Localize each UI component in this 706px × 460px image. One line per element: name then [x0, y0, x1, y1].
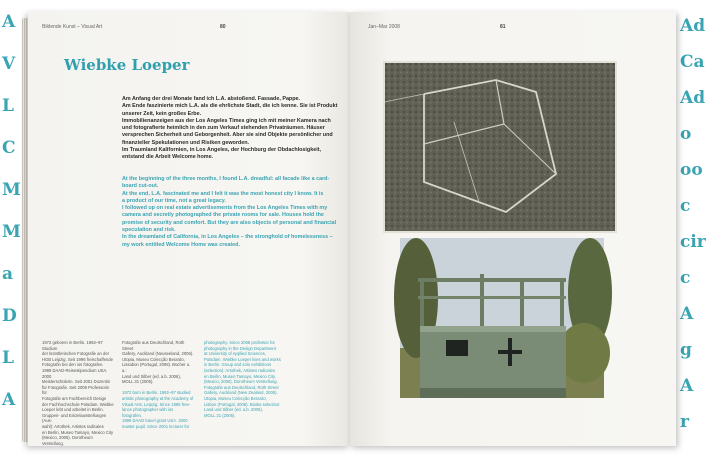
bio-line: MOLL 31 (2005).	[204, 412, 236, 418]
background-letter: Ad	[680, 88, 706, 108]
aerial-landscape-photo	[384, 62, 616, 232]
bio-column-3	[204, 340, 284, 418]
running-header-right: Jan–Mar 2008	[368, 24, 400, 30]
background-letter: L	[2, 96, 14, 116]
bio-line: photography in the Design Department	[204, 345, 276, 351]
bio-line: (Mexico, 2006). Dorotheum Verstellung.	[42, 435, 93, 446]
running-header-left: Bildende Kunst – Visual Art	[42, 24, 103, 30]
bio-line: Gallery, Auckland (Neuseeland, 2006).	[122, 351, 194, 357]
bio-line: lance photographer with ios fotografen.	[122, 407, 174, 418]
background-letter: D	[2, 306, 17, 326]
background-letter: a	[2, 264, 14, 284]
bio-line: Gallery, Auckland (New Zealand, 2006).	[204, 390, 278, 396]
bio-line: in Berlin. Group and solo exhibitions	[204, 362, 272, 368]
background-letter: A	[680, 376, 694, 396]
background-letter: cir	[680, 232, 706, 252]
background-letter: M	[2, 180, 21, 200]
aerial-photo-drawing	[384, 62, 616, 232]
bio-line: der Fachhochschule Potsdam. Wiebke	[42, 401, 114, 407]
bio-line: Fotografin bei den ios fotografen.	[42, 362, 104, 368]
bio-line: photography. Since 2008 professor for	[204, 340, 275, 345]
building-photo	[400, 238, 604, 398]
page-number-left: 80	[220, 24, 226, 30]
bio-line: Fotografie aus Deutschland, Roth Street	[122, 340, 185, 351]
german-line: und fotografierte heimlich in den zum Verkauf stehenden Privaträumen. Häuser	[122, 125, 325, 132]
german-line: versprechen Sicherheit und Geborgenheit. Aber sie sind Objekte persönlicher und	[122, 132, 333, 139]
background-letter: A	[680, 304, 694, 324]
bio-line: Land und Silber (ed. a.b. 2006),	[122, 373, 181, 379]
bio-line: für Fotografie. Seit 2008 Professorin für	[42, 384, 110, 396]
german-line: Am Ende faszinierte mich L.A. als die ehrlichste Stadt, die ich kenne. Sie ist Produkt	[122, 103, 338, 110]
artist-name-title: Wiebke Loeper	[64, 56, 190, 74]
background-letter: c	[680, 196, 691, 216]
background-letter: A	[2, 12, 16, 32]
bio-line: Visual Arts, Leipzig. Since 1996 free-	[122, 401, 191, 407]
german-line: entstand die Arbeit Welcome home.	[122, 154, 214, 161]
bio-line: Fotografie aus Deutschland, Roth Street	[204, 384, 279, 390]
bio-line: master pupil. Since 2001 lecturer for	[122, 423, 190, 429]
bio-column-2	[122, 340, 194, 430]
background-letter: V	[2, 54, 16, 74]
english-line: speculation and risk.	[122, 227, 176, 234]
bio-line: artistic photography at the Academy of	[122, 395, 194, 401]
english-line: board cut-out.	[122, 183, 159, 190]
english-line: camera and secretly photographed the private rooms for sale. Houses hold the	[122, 212, 324, 219]
background-letter: M	[2, 222, 21, 242]
bio-line: (selection): Artothek, Artistes radicales	[204, 367, 275, 373]
background-letter: g	[680, 340, 692, 360]
background-letter: C	[2, 138, 16, 158]
bio-line: Gruppen- und Einzelausstellungen (Aus-	[42, 412, 107, 424]
background-letter: Ca	[680, 52, 705, 72]
bio-line: at University of Applied Sciences,	[204, 351, 266, 357]
background-letter: Ad	[680, 16, 706, 36]
page-number-right: 81	[500, 24, 506, 30]
bio-line: Lisbon (Portugal, 2008). Books selection:	[204, 401, 281, 407]
english-line: my work entitled Welcome Home was created.	[122, 241, 240, 248]
left-page	[28, 12, 350, 446]
bio-line: Lissabon (Portugal, 2008). Bücher u. a.:	[122, 362, 191, 373]
english-text-block	[122, 176, 344, 249]
background-letter: o	[680, 124, 692, 144]
background-letter: L	[2, 348, 14, 368]
bio-line: Land und Silber (ed. a.b. 2006),	[204, 407, 263, 413]
english-line: In the dreamland of California, in Los Angeles – the stronghold of homelessness –	[122, 234, 333, 241]
bio-column-1	[42, 340, 114, 446]
background-letter: A	[2, 390, 16, 410]
background-letter: oo	[680, 160, 703, 180]
bio-line: Potsdam. Wiebke Loeper lives and works	[204, 356, 281, 362]
english-line: I followed up on real estate advertisements from the Los Angeles Times with my	[122, 205, 328, 212]
bio-line: MOLL 31 (2005).	[122, 379, 154, 385]
bio-line: Fotografie am Fachbereich Design	[42, 395, 107, 401]
bio-line: der künstlerischen Fotografie an der	[42, 351, 110, 357]
bio-line: Utopia, Museu Colecção Berardo,	[122, 356, 185, 362]
bio-line: HGB Leipzig. Seit 1996 freischaffende	[42, 356, 113, 362]
english-line: At the end, L.A. fascinated me and I felt it was the most honest city I know. It is	[122, 190, 324, 197]
bio-line: Meisterschülerin. Seit 2001 Dozentin	[42, 379, 111, 385]
bio-line: Loeper lebt und arbeitet in Berlin.	[42, 407, 104, 413]
bio-line: en Berlin, Museo Tamayo, Mexico City	[42, 429, 114, 435]
german-line: Im Traumland Kalifornien, in Los Angeles, der Hochburg der Obdachlosigkeit,	[122, 147, 321, 154]
open-book	[28, 12, 676, 446]
german-text-block	[122, 96, 344, 162]
bio-line: (Mexico, 2006). Dorotheum Verstellung.	[204, 379, 278, 385]
english-line: promise of security and comfort. But they are also objects of personal and financial	[122, 219, 337, 226]
english-line: At the beginning of the three months, I found L.A. dreadful: all facade like a card-	[122, 176, 330, 182]
bio-line: 1998 DAAD-Reisestipendium USA. 2000	[42, 367, 108, 379]
bio-line: wahl): Artothek, Artistes radicales	[42, 423, 104, 429]
building-photo-drawing	[400, 238, 604, 398]
background-letter: c	[680, 268, 691, 288]
bio-line: Utopia, Museu Colecção Berardo,	[204, 395, 267, 401]
bio-line: en Berlin, Museo Tamayo, Mexico City	[204, 373, 276, 379]
bio-line: 1972 born in Berlin. 1992–97 studied	[122, 390, 191, 396]
german-line: Immobilienanzeigen aus der Los Angeles Times ging ich mit meiner Kamera nach	[122, 117, 331, 124]
bio-line: 1998 DAAD travel grant USA. 2000	[122, 418, 188, 424]
german-line: finanzieller Spekulationen und Risiken geworden.	[122, 139, 250, 146]
german-line: unserer Zeit, kein großes Erbe.	[122, 110, 202, 117]
bio-line: 1972 geboren in Berlin. 1992–97 Studium	[42, 340, 103, 351]
german-line: Am Anfang der drei Monate fand ich L.A. abstoßend. Fassade, Pappe.	[122, 96, 301, 102]
background-letter: r	[680, 412, 689, 432]
english-line: a product of our time, not a great legacy.	[122, 197, 226, 204]
